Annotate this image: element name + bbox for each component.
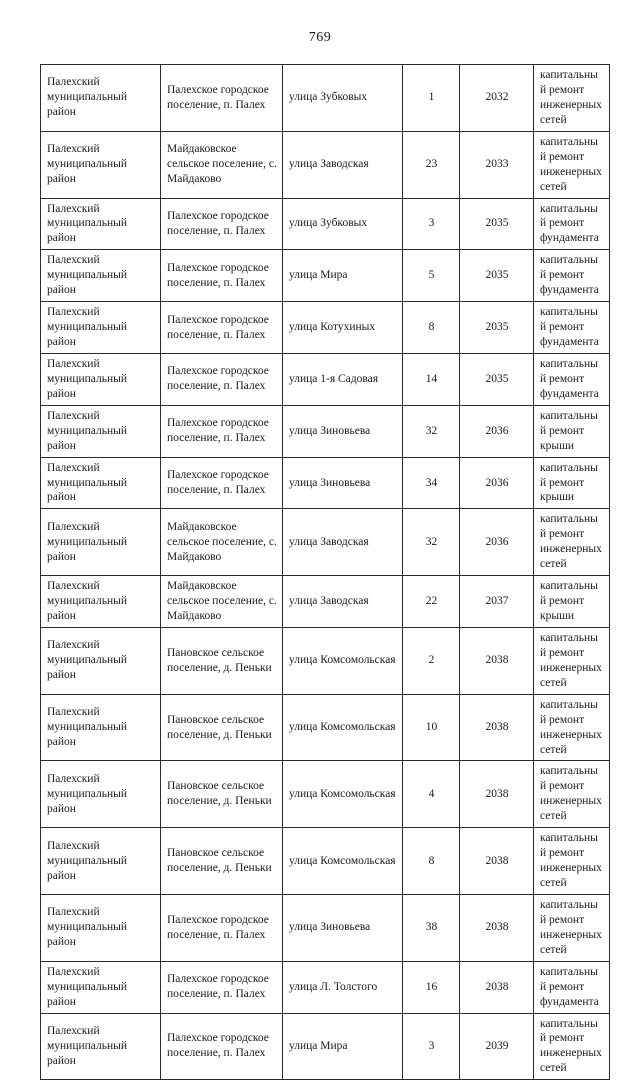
repair-type-cell: капитальный ремонт фундамента — [534, 198, 610, 250]
street-cell: улица Комсомольская — [283, 761, 403, 828]
table-row — [41, 457, 610, 509]
settlement-cell: Палехское городское поселение, п. Палех — [161, 302, 283, 354]
repair-type-cell: капитальный ремонт инженерных сетей — [534, 828, 610, 895]
page-number: 769 — [308, 30, 332, 45]
repair-type-cell: капитальный ремонт инженерных сетей — [534, 761, 610, 828]
settlement-cell: Палехское городское поселение, п. Палех — [161, 961, 283, 1013]
repair-type-cell: капитальный ремонт фундамента — [534, 961, 610, 1013]
street-cell: улица 1-я Садовая — [283, 353, 403, 405]
district-cell: Палехский муниципальный район — [41, 694, 161, 761]
district-cell: Палехский муниципальный район — [41, 894, 161, 961]
house-number-cell: 38 — [403, 894, 460, 961]
repair-type-cell: капитальный ремонт фундамента — [534, 250, 610, 302]
table-row — [41, 405, 610, 457]
table-row — [41, 576, 610, 628]
house-number-cell: 32 — [403, 509, 460, 576]
settlement-cell: Майдаковское сельское поселение, с. Майдаково — [161, 131, 283, 198]
year-cell: 2038 — [460, 761, 534, 828]
table-row — [41, 627, 610, 694]
table-row — [41, 894, 610, 961]
district-cell: Палехский муниципальный район — [41, 405, 161, 457]
table-row — [41, 1013, 610, 1080]
repair-type-cell: капитальный ремонт инженерных сетей — [534, 627, 610, 694]
settlement-cell: Палехское городское поселение, п. Палех — [161, 250, 283, 302]
repair-type-cell: капитальный ремонт фундамента — [534, 302, 610, 354]
repair-type-cell: капитальный ремонт инженерных сетей — [534, 1013, 610, 1080]
settlement-cell: Палехское городское поселение, п. Палех — [161, 405, 283, 457]
repair-type-cell: капитальный ремонт крыши — [534, 457, 610, 509]
house-number-cell: 23 — [403, 131, 460, 198]
street-cell: улица Зиновьева — [283, 405, 403, 457]
year-cell: 2036 — [460, 405, 534, 457]
year-cell: 2036 — [460, 509, 534, 576]
table-row — [41, 131, 610, 198]
repair-type-cell: капитальный ремонт инженерных сетей — [534, 694, 610, 761]
street-cell: улица Комсомольская — [283, 627, 403, 694]
house-number-cell: 22 — [403, 576, 460, 628]
street-cell: улица Мира — [283, 1013, 403, 1080]
street-cell: улица Зиновьева — [283, 894, 403, 961]
street-cell: улица Мира — [283, 250, 403, 302]
district-cell: Палехский муниципальный район — [41, 509, 161, 576]
table-row — [41, 250, 610, 302]
house-number-cell: 34 — [403, 457, 460, 509]
settlement-cell: Палехское городское поселение, п. Палех — [161, 198, 283, 250]
house-number-cell: 10 — [403, 694, 460, 761]
street-cell: улица Зубковых — [283, 65, 403, 132]
district-cell: Палехский муниципальный район — [41, 828, 161, 895]
district-cell: Палехский муниципальный район — [41, 761, 161, 828]
district-cell: Палехский муниципальный район — [41, 250, 161, 302]
settlement-cell: Палехское городское поселение, п. Палех — [161, 353, 283, 405]
settlement-cell: Пановское сельское поселение, д. Пеньки — [161, 828, 283, 895]
repair-type-cell: капитальный ремонт инженерных сетей — [534, 894, 610, 961]
street-cell: улица Зиновьева — [283, 457, 403, 509]
street-cell: улица Л. Толстого — [283, 961, 403, 1013]
street-cell: улица Заводская — [283, 131, 403, 198]
repair-type-cell: капитальный ремонт крыши — [534, 576, 610, 628]
house-number-cell: 8 — [403, 302, 460, 354]
district-cell: Палехский муниципальный район — [41, 65, 161, 132]
district-cell: Палехский муниципальный район — [41, 961, 161, 1013]
table-row — [41, 961, 610, 1013]
house-number-cell: 16 — [403, 961, 460, 1013]
repair-type-cell: капитальный ремонт инженерных сетей — [534, 131, 610, 198]
table-row — [41, 828, 610, 895]
house-number-cell: 2 — [403, 627, 460, 694]
settlement-cell: Пановское сельское поселение, д. Пеньки — [161, 694, 283, 761]
table-row — [41, 302, 610, 354]
house-number-cell: 14 — [403, 353, 460, 405]
year-cell: 2035 — [460, 250, 534, 302]
table-row — [41, 65, 610, 132]
table-row — [41, 694, 610, 761]
table-row — [41, 761, 610, 828]
repair-type-cell: капитальный ремонт инженерных сетей — [534, 509, 610, 576]
year-cell: 2035 — [460, 353, 534, 405]
year-cell: 2035 — [460, 198, 534, 250]
year-cell: 2033 — [460, 131, 534, 198]
repair-type-cell: капитальный ремонт инженерных сетей — [534, 65, 610, 132]
house-number-cell: 8 — [403, 828, 460, 895]
street-cell: улица Заводская — [283, 509, 403, 576]
year-cell: 2036 — [460, 457, 534, 509]
street-cell: улица Зубковых — [283, 198, 403, 250]
district-cell: Палехский муниципальный район — [41, 627, 161, 694]
capital-repair-schedule-table — [40, 64, 610, 1080]
year-cell: 2038 — [460, 828, 534, 895]
street-cell: улица Комсомольская — [283, 694, 403, 761]
year-cell: 2038 — [460, 961, 534, 1013]
settlement-cell: Майдаковское сельское поселение, с. Майдаково — [161, 576, 283, 628]
district-cell: Палехский муниципальный район — [41, 576, 161, 628]
street-cell: улица Котухиных — [283, 302, 403, 354]
district-cell: Палехский муниципальный район — [41, 353, 161, 405]
repair-type-cell: капитальный ремонт фундамента — [534, 353, 610, 405]
year-cell: 2039 — [460, 1013, 534, 1080]
house-number-cell: 32 — [403, 405, 460, 457]
year-cell: 2038 — [460, 694, 534, 761]
table-row — [41, 353, 610, 405]
settlement-cell: Майдаковское сельское поселение, с. Майдаково — [161, 509, 283, 576]
table-body — [41, 65, 610, 1080]
year-cell: 2032 — [460, 65, 534, 132]
table-row — [41, 198, 610, 250]
year-cell: 2038 — [460, 627, 534, 694]
district-cell: Палехский муниципальный район — [41, 198, 161, 250]
district-cell: Палехский муниципальный район — [41, 302, 161, 354]
settlement-cell: Пановское сельское поселение, д. Пеньки — [161, 761, 283, 828]
year-cell: 2038 — [460, 894, 534, 961]
district-cell: Палехский муниципальный район — [41, 457, 161, 509]
house-number-cell: 5 — [403, 250, 460, 302]
year-cell: 2035 — [460, 302, 534, 354]
settlement-cell: Палехское городское поселение, п. Палех — [161, 894, 283, 961]
settlement-cell: Палехское городское поселение, п. Палех — [161, 1013, 283, 1080]
settlement-cell: Пановское сельское поселение, д. Пеньки — [161, 627, 283, 694]
house-number-cell: 4 — [403, 761, 460, 828]
district-cell: Палехский муниципальный район — [41, 131, 161, 198]
year-cell: 2037 — [460, 576, 534, 628]
settlement-cell: Палехское городское поселение, п. Палех — [161, 457, 283, 509]
street-cell: улица Заводская — [283, 576, 403, 628]
repair-type-cell: капитальный ремонт крыши — [534, 405, 610, 457]
table-row — [41, 509, 610, 576]
house-number-cell: 3 — [403, 198, 460, 250]
house-number-cell: 1 — [403, 65, 460, 132]
house-number-cell: 3 — [403, 1013, 460, 1080]
street-cell: улица Комсомольская — [283, 828, 403, 895]
district-cell: Палехский муниципальный район — [41, 1013, 161, 1080]
settlement-cell: Палехское городское поселение, п. Палех — [161, 65, 283, 132]
